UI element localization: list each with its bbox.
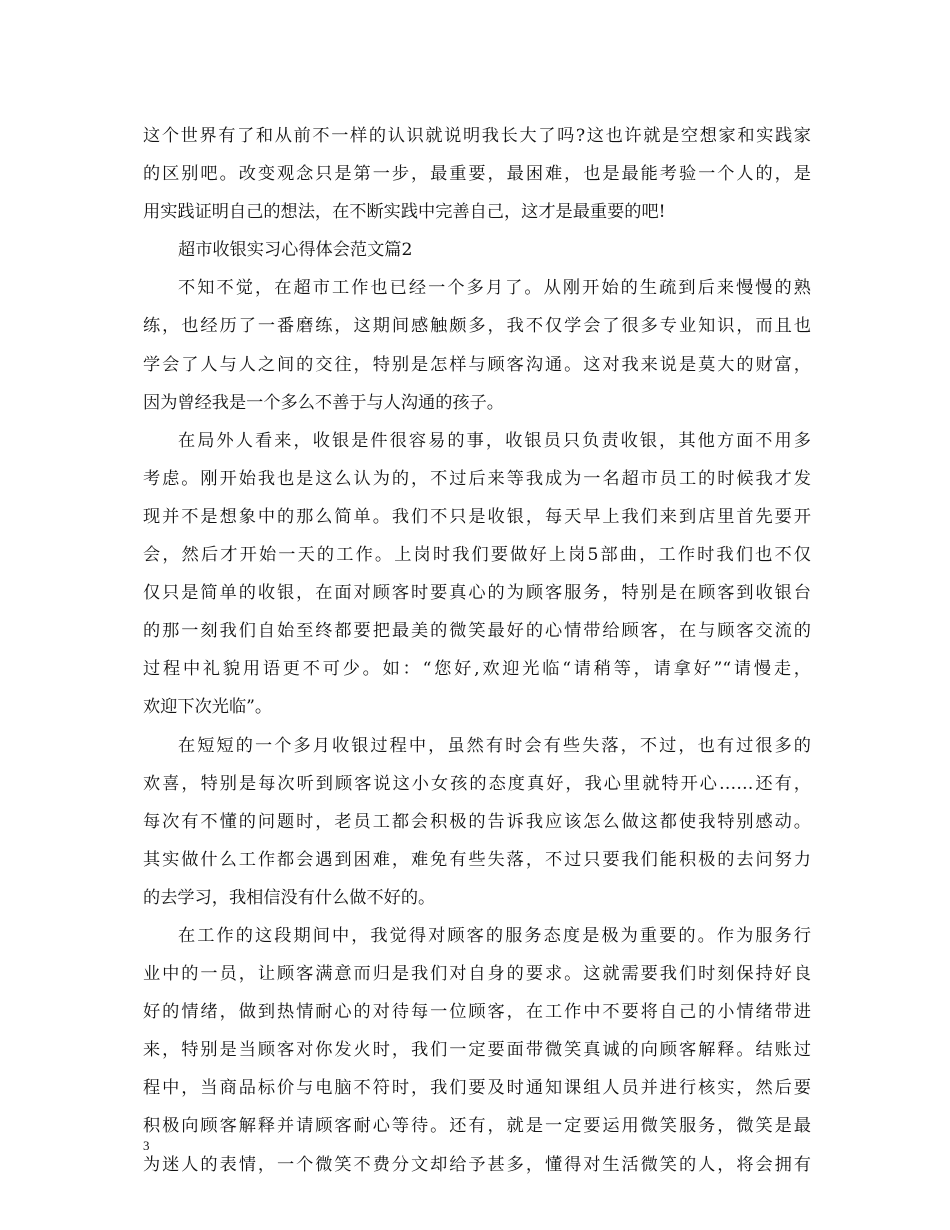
text-line: 好的情绪，做到热情耐心的对待每一位顾客，在工作中不要将自己的小情绪带进: [143, 1002, 811, 1023]
text-line: 积极向顾客解释并请顾客耐心等待。还有，就是一定要运用微笑服务，微笑是最: [143, 1116, 811, 1137]
text-line: 练，也经历了一番磨练，这期间感触颇多，我不仅学会了很多专业知识，而且也: [143, 316, 811, 337]
text-line: 过程中礼貌用语更不可少。如：“您好,欢迎光临“请稍等，请拿好”“请慢走，: [143, 659, 811, 680]
section-heading: 超市收银实习心得体会范文篇2: [178, 240, 413, 261]
text-line: 考虑。刚开始我也是这么认为的，不过后来等我成为一名超市员工的时候我才发: [143, 468, 811, 489]
text-line: 仅只是简单的收银，在面对顾客时要真心的为顾客服务，特别是在顾客到收银台: [143, 583, 811, 604]
text-line: 其实做什么工作都会遇到困难，难免有些失落，不过只要我们能积极的去问努力: [143, 849, 811, 870]
page-number: 3: [143, 1138, 150, 1153]
text-line: 欢迎下次光临”。: [143, 697, 273, 718]
text-line: 欢喜，特别是每次听到顾客说这小女孩的态度真好，我心里就特开心……还有，: [143, 773, 811, 794]
text-line: 在局外人看来，收银是件很容易的事，收银员只负责收银，其他方面不用多: [178, 430, 811, 451]
text-line: 的去学习，我相信没有什么做不好的。: [143, 887, 436, 908]
text-line: 会，然后才开始一天的工作。上岗时我们要做好上岗5部曲，工作时我们也不仅: [143, 545, 811, 566]
text-line: 在短短的一个多月收银过程中，虽然有时会有些失落，不过，也有过很多的: [178, 735, 811, 756]
text-line: 这个世界有了和从前不一样的认识就说明我长大了吗?这也许就是空想家和实践家: [143, 126, 811, 146]
text-line: 每次有不懂的问题时，老员工都会积极的告诉我应该怎么做这都使我特别感动。: [143, 811, 811, 832]
body-text: [143, 117, 811, 1184]
text-line: 在工作的这段期间中，我觉得对顾客的服务态度是极为重要的。作为服务行: [178, 925, 811, 946]
text-line: 用实践证明自己的想法，在不断实践中完善自己，这才是最重要的吧!: [143, 202, 666, 223]
text-line: 因为曾经我是一个多么不善于与人沟通的孩子。: [143, 392, 504, 413]
text-line: 的那一刻我们自始至终都要把最美的微笑最好的心情带给顾客，在与顾客交流的: [143, 621, 811, 642]
text-line: 程中，当商品标价与电脑不符时，我们要及时通知课组人员并进行核实，然后要: [143, 1078, 811, 1099]
text-line: 业中的一员，让顾客满意而归是我们对自身的要求。这就需要我们时刻保持好良: [143, 964, 811, 985]
text-line: 学会了人与人之间的交往，特别是怎样与顾客沟通。这对我来说是莫大的财富，: [143, 354, 811, 375]
text-line: 不知不觉，在超市工作也已经一个多月了。从刚开始的生疏到后来慢慢的熟: [178, 278, 811, 299]
text-line: 来，特别是当顾客对你发火时，我们一定要面带微笑真诚的向顾客解释。结账过: [143, 1040, 811, 1061]
text-line: 为迷人的表情，一个微笑不费分文却给予甚多，懂得对生活微笑的人，将会拥有: [143, 1154, 811, 1175]
text-line: 的区别吧。改变观念只是第一步，最重要，最困难，也是最能考验一个人的，是: [143, 164, 811, 185]
text-line: 现并不是想象中的那么简单。我们不只是收银，每天早上我们来到店里首先要开: [143, 506, 811, 527]
